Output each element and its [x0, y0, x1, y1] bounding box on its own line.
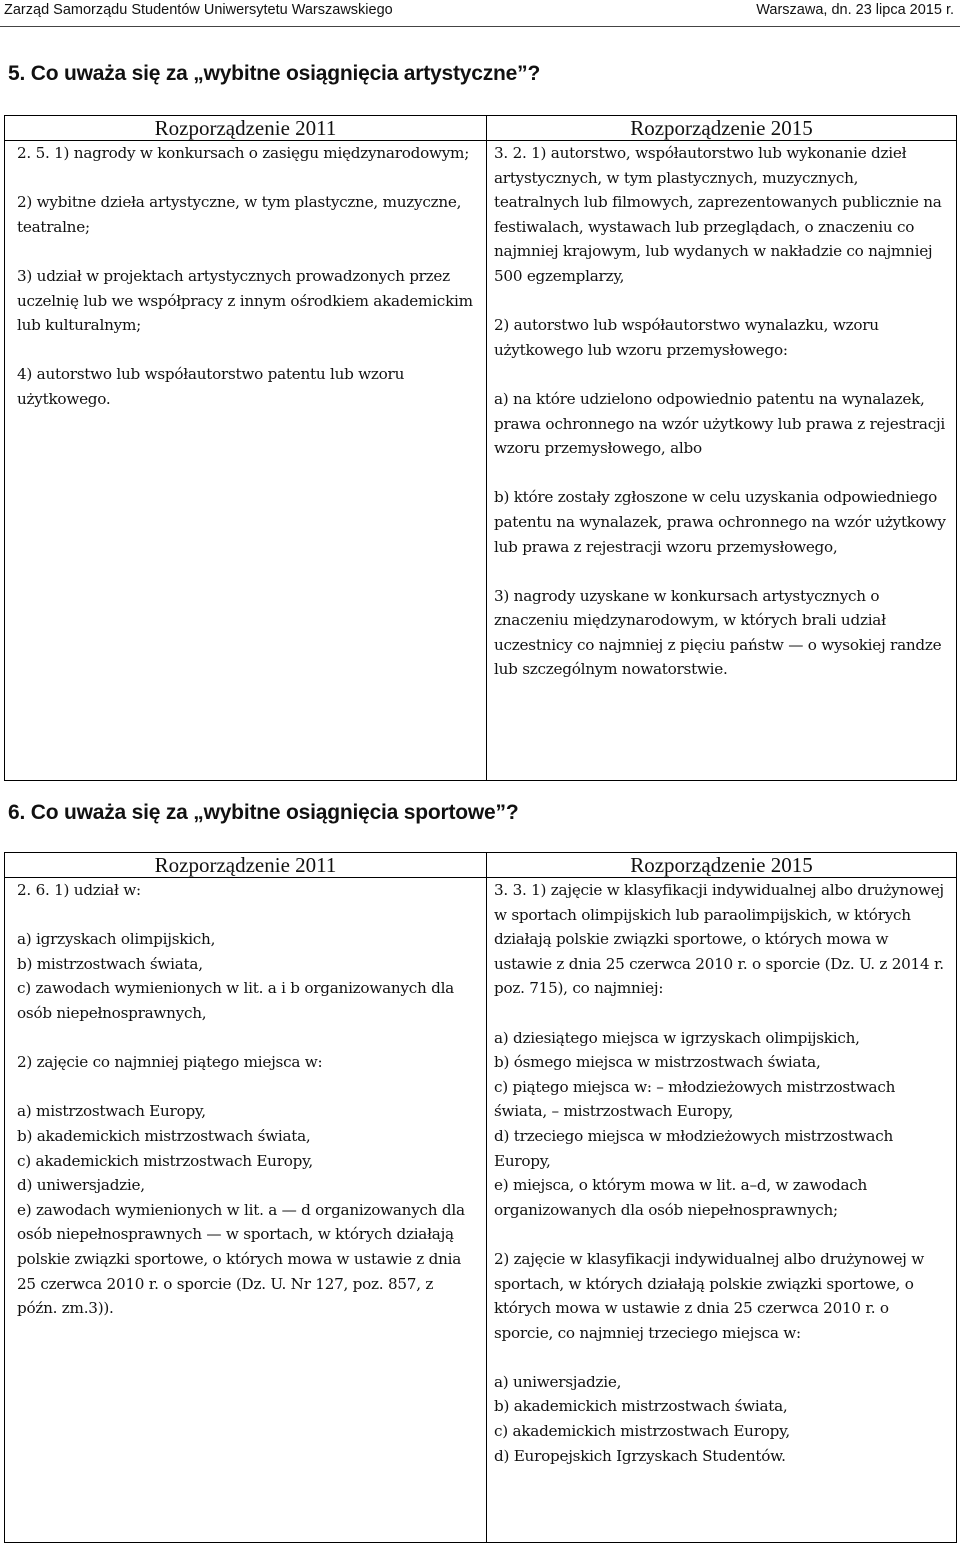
provision-item: d) Europejskich Igrzyskach Studentów. [494, 1446, 786, 1465]
provision-item: b) mistrzostwach świata, [17, 954, 203, 973]
provision-paragraph: 2) zajęcie w klasyfikacji indywidualnej albo drużynowej w sportach, w których działają polskie związki sportowe, o których mowa w ustawie z dnia 25 czerwca 2010 r. o sporcie, co najmniej trzeciego miejsca w: [494, 1249, 924, 1342]
provision-item: c) akademickich mistrzostwach Europy, [494, 1422, 790, 1441]
provision-paragraph: 3) udział w projektach artystycznych prowadzonych przez uczelnię lub we współpracy z innym ośrodkiem akademickim lub kulturalnym; [17, 266, 473, 335]
provision-paragraph: 2) zajęcie co najmniej piątego miejsca w: [17, 1053, 323, 1072]
regulation-2015-column [487, 141, 957, 781]
comparison-table-sports [4, 852, 957, 1543]
provision-paragraph: a) na które udzielono odpowiednio patentu na wynalazek, prawa ochronnego na wzór użytkowy lub prawa z rejestracji wzoru przemysłowego, albo [494, 389, 946, 458]
provision-item: b) akademickich mistrzostwach świata, [494, 1397, 788, 1416]
provision-paragraph: 3. 3. 1) zajęcie w klasyfikacji indywidualnej albo drużynowej w sportach olimpijskich lub paraolimpijskich, w których działają polskie związki sportowe, o których mowa w ustawie z dnia 25 czerwca 2010 r. o sporcie (Dz. U. z 2014 r. poz. 715), co najmniej: [494, 881, 944, 998]
regulation-2011-column [5, 878, 487, 1543]
provision-paragraph: 4) autorstwo lub współautorstwo patentu lub wzoru użytkowego. [17, 365, 405, 408]
section-5-heading: 5. Co uważa się za „wybitne osiągnięcia artystyczne”? [8, 62, 541, 85]
provision-paragraph: 2) autorstwo lub współautorstwo wynalazku, wzoru użytkowego lub wzoru przemysłowego: [494, 316, 879, 359]
section-6-heading: 6. Co uważa się za „wybitne osiągnięcia sportowe”? [8, 801, 519, 824]
regulation-2015-column [487, 878, 957, 1543]
provision-paragraph: 3. 2. 1) autorstwo, współautorstwo lub wykonanie dzieł artystycznych, w tym plastycznych, muzycznych, teatralnych lub filmowych, zaprezentowanych publicznie na festiwalach, wystawach lub przeglądach, o znaczeniu co najmniej krajowym, lub wydanych w nakładzie co najmniej 500 egzemplarzy, [494, 144, 942, 285]
provision-paragraph: 2. 6. 1) udział w: [17, 881, 141, 899]
column-header-2011: Rozporządzenie 2011 [5, 853, 487, 878]
page-header [0, 0, 960, 27]
provision-item: c) zawodach wymienionych w lit. a i b organizowanych dla osób niepełnosprawnych, [17, 979, 454, 1022]
provision-item: c) akademickich mistrzostwach Europy, [17, 1151, 313, 1170]
provision-item: a) dziesiątego miejsca w igrzyskach olimpijskich, [494, 1028, 860, 1047]
provision-paragraph: 2. 5. 1) nagrody w konkursach o zasięgu międzynarodowym; [17, 144, 470, 162]
provision-item: e) miejsca, o którym mowa w lit. a–d, w zawodach organizowanych dla osób niepełnosprawnych; [494, 1176, 868, 1219]
provision-item: d) trzeciego miejsca w młodzieżowych mistrzostwach Europy, [494, 1126, 894, 1170]
provision-item: b) ósmego miejsca w mistrzostwach świata, [494, 1053, 821, 1072]
organization-name: Zarząd Samorządu Studentów Uniwersytetu Warszawskiego [4, 2, 393, 18]
column-header-2015: Rozporządzenie 2015 [487, 853, 957, 878]
provision-item: a) igrzyskach olimpijskich, [17, 930, 216, 949]
provision-item: e) zawodach wymienionych w lit. a — d organizowanych dla osób niepełnosprawnych — w sportach, w których działają polskie związki sportowe, o których mowa w ustawie z dnia 25 czerwca 2010 r. o sporcie (Dz. U. Nr 127, poz. 857, z późn. zm.3)). [17, 1200, 465, 1318]
provision-item: d) uniwersjadzie, [17, 1176, 145, 1195]
provision-item: a) mistrzostwach Europy, [17, 1102, 206, 1121]
regulation-2011-column [5, 141, 487, 781]
provision-item: b) akademickich mistrzostwach świata, [17, 1126, 311, 1145]
provision-paragraph: 3) nagrody uzyskane w konkursach artystycznych o znaczeniu międzynarodowym, w których brali udział uczestnicy co najmniej z pięciu państw — o wysokiej randze lub szczególnym nowatorstwie. [494, 586, 942, 679]
comparison-table-artistic [4, 115, 957, 781]
column-header-2015: Rozporządzenie 2015 [487, 116, 957, 141]
provision-paragraph: b) które zostały zgłoszone w celu uzyskania odpowiedniego patentu na wynalazek, prawa ochronnego na wzór użytkowy lub prawa z rejestracji wzoru przemysłowego, [494, 488, 946, 556]
document-date: Warszawa, dn. 23 lipca 2015 r. [756, 2, 954, 18]
provision-item: a) uniwersjadzie, [494, 1372, 622, 1391]
provision-item: c) piątego miejsca w: – młodzieżowych mistrzostwach świata, – mistrzostwach Europy, [494, 1077, 896, 1121]
column-header-2011: Rozporządzenie 2011 [5, 116, 487, 141]
provision-paragraph: 2) wybitne dzieła artystyczne, w tym plastyczne, muzyczne, teatralne; [17, 193, 462, 236]
